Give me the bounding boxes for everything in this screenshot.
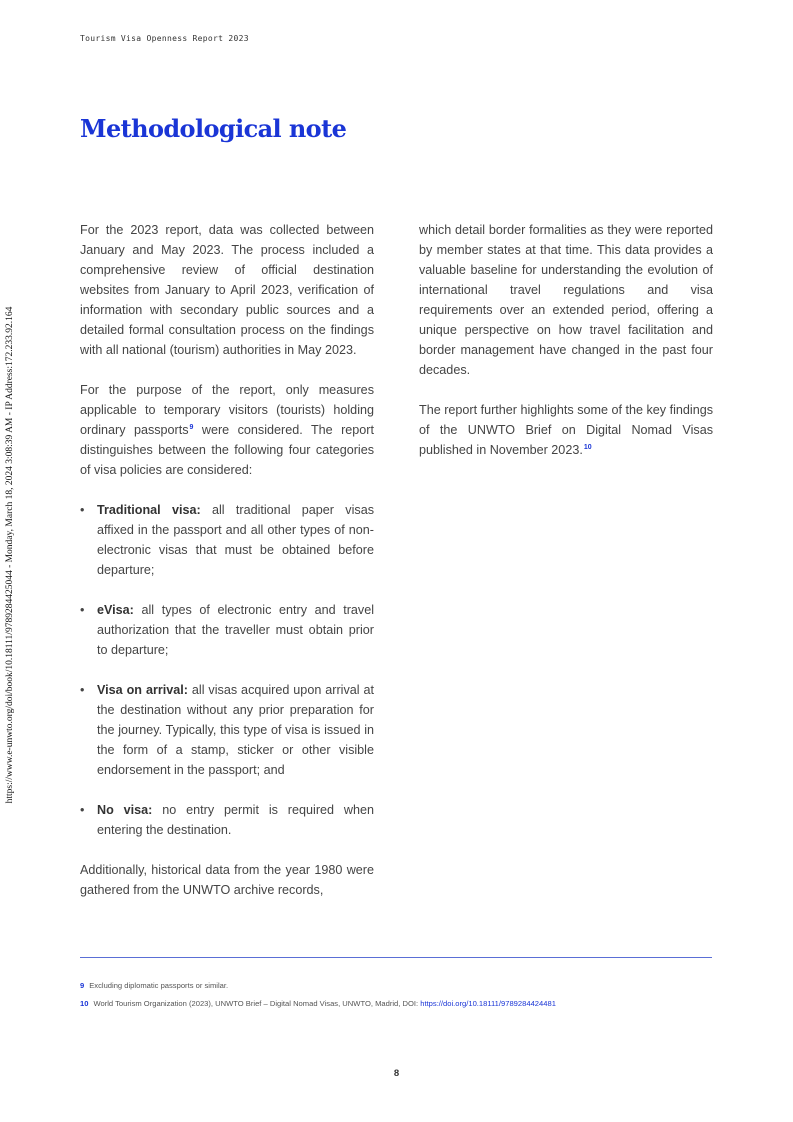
footnote-number: 9 [80, 981, 85, 990]
footnote-9 [80, 981, 720, 990]
visa-category-list [80, 500, 374, 840]
list-item [80, 800, 374, 840]
list-item-text: all visas acquired upon arrival at the destination without any prior preparation for the journey. Typically, this type of visa is issued in the form of a stamp, sticker or other visible endorsement in the passport; and [97, 683, 374, 777]
paragraph-text: For the purpose of the report, only measures applicable to temporary visitors (tourists) holding ordinary passports [80, 383, 374, 437]
paragraph [80, 380, 374, 480]
list-item-term: eVisa: [97, 603, 134, 617]
right-column [419, 220, 713, 480]
page-number: 8 [393, 1068, 400, 1079]
download-stamp: https://www.e-unwto.org/doi/book/10.18111/9789284425044 - Monday, March 18, 2024 3:08:39 AM - IP Address:172.233.92.164 [5, 306, 15, 804]
bullet-icon: • [80, 503, 85, 517]
footnote-10 [80, 999, 720, 1008]
paragraph: Additionally, historical data from the year 1980 were gathered from the UNWTO archive records, [80, 863, 374, 897]
footnote-ref-10[interactable]: 10 [583, 444, 592, 451]
footnotes [80, 981, 720, 1017]
paragraph: which detail border formalities as they were reported by member states at that time. This data provides a valuable baseline for understanding the evolution of international travel regulations and visa requirements over an extended period, offering a unique perspective on how travel facilitation and border management have changed in the past four decades. [419, 223, 713, 377]
footnote-text: Excluding diplomatic passports or similar. [89, 981, 229, 990]
left-column [80, 220, 374, 920]
paragraph: For the 2023 report, data was collected between January and May 2023. The process included a comprehensive review of official destination websites from January to April 2023, verification of information with secondary public sources and a detailed formal consultation process on the findings with all national (tourism) authorities in May 2023. [80, 223, 374, 357]
footnote-text: World Tourism Organization (2023), UNWTO Brief – Digital Nomad Visas, UNWTO, Madrid, DOI: [93, 999, 421, 1008]
list-item-text: no entry permit is required when entering the destination. [97, 803, 374, 837]
footnote-ref-9[interactable]: 9 [189, 424, 194, 431]
bullet-icon: • [80, 683, 85, 697]
bullet-icon: • [80, 803, 85, 817]
doi-link[interactable]: https://doi.org/10.18111/9789284424481 [420, 999, 556, 1008]
footnote-number: 10 [80, 999, 89, 1008]
list-item [80, 600, 374, 660]
paragraph-text: were considered. The report distinguishes between the following four categories of visa policies are considered: [80, 423, 374, 477]
list-item-term: Visa on arrival: [97, 683, 188, 697]
list-item [80, 680, 374, 780]
page-title: Methodological note [80, 114, 347, 143]
list-item-term: No visa: [97, 803, 153, 817]
list-item [80, 500, 374, 580]
paragraph [419, 400, 713, 460]
running-header: Tourism Visa Openness Report 2023 [80, 34, 249, 43]
bullet-icon: • [80, 603, 85, 617]
paragraph-text: The report further highlights some of the key findings of the UNWTO Brief on Digital Nomad Visas published in November 2023. [419, 403, 714, 457]
list-item-text: all traditional paper visas affixed in the passport and all other types of non-electronic visas that must be obtained before departure; [97, 503, 374, 577]
list-item-text: all types of electronic entry and travel authorization that the traveller must obtain prior to departure; [97, 603, 374, 657]
list-item-term: Traditional visa: [97, 503, 201, 517]
footnote-divider [80, 957, 712, 958]
